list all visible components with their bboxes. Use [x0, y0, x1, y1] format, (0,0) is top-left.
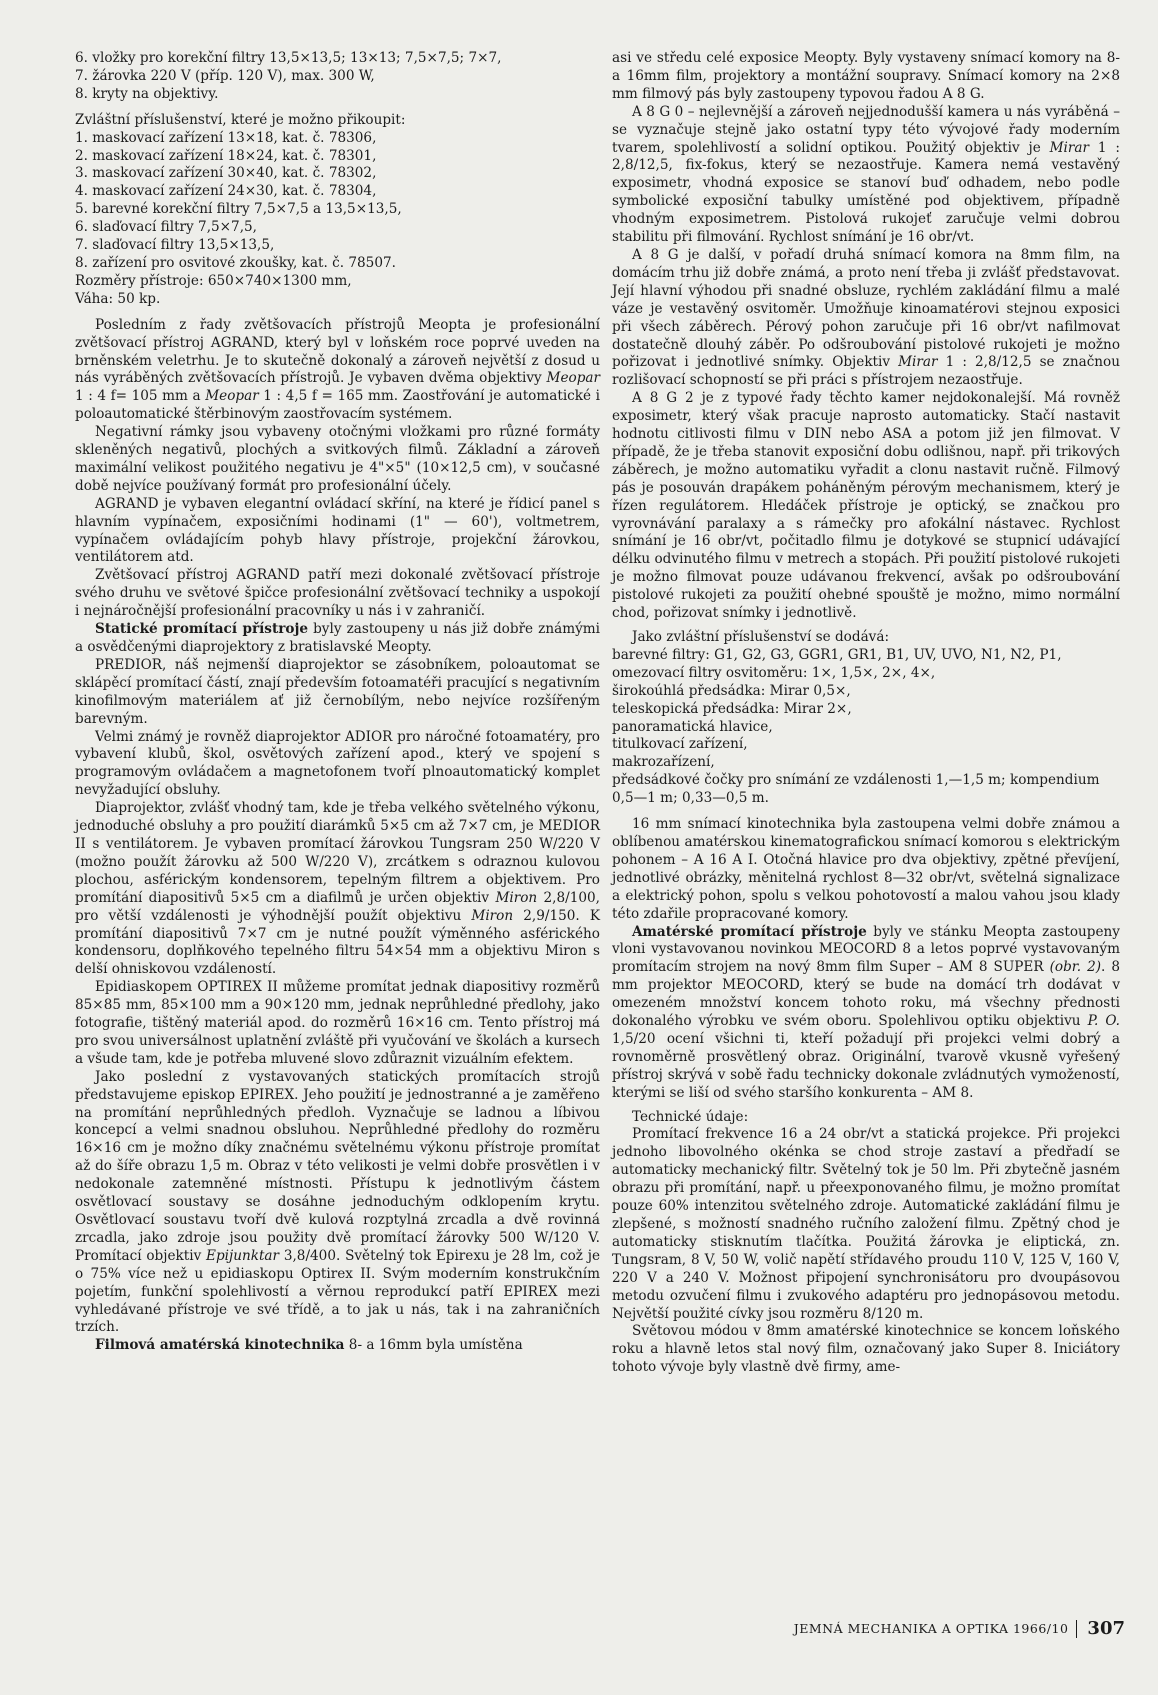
paragraph-16mm: 16 mm snímací kinotechnika byla zastoupena velmi dobře známou a oblíbenou amatérskou kinematografickou snímací komorou s elektrickým pohonem – A 16 A I. Otočná hlavice pro dva objektivy, zpětné převíjení, jednotlivé obrázky, měnitelná rychlost 8—32 obr/vt, světelná signalizace a elektrický pohon, spolu s velkou pohotovostí a malou vahou jsou klady této zdařile propracované komory.	[612, 816, 1120, 922]
page-number: 307	[1087, 1618, 1125, 1639]
list-item: 6. slaďovací filtry 7,5×7,5,	[75, 219, 257, 236]
paragraph-technical-data: Promítací frekvence 16 a 24 obr/vt a statická projekce. Při projekci jednoho libovolného okénka se chod stroje zastaví a předřadí se automaticky mechanický filtr. Světelný tok je 50 lm. Při zbytečně jasném obrazu při promítání, např. u přeexponovaného filmu, je možno promítat pouze 60% intenzitou světelného zdroje. Automatické zakládání filmu je zlepšené, s možností snadného ručního založení filmu. Zpětný chod je automaticky stisknutím tlačítka. Použitá žárovka je eliptická, zn. Tungsram, 8 V, 50 W, volič napětí střídavého proudu 110 V, 125 V, 160 V, 220 V a 240 V. Možnost připojení synchronisátoru pro dvoupásovou metodu ozvučení filmu i zvukového adaptéru pro jednopásovou metodu. Největší použité cívky jsou rozměru 8/120 m.	[612, 1126, 1120, 1322]
list-item: 8. zařízení pro osvitové zkoušky, kat. č. 78507.	[75, 254, 396, 271]
accessories-list	[612, 647, 1120, 808]
paragraph-medior: Diaprojektor, zvlášť vhodný tam, kde je třeba velkého světelného výkonu, jednoduché obsluhy a pro použití diarámků 5×5 cm až 7×7 cm, je MEDIOR II s ventilátorem. Je vybaven promítací žárovkou Tungsram 250 W/220 V (možno použít žárovku až 500 W/220 V), zrcátkem s odraznou kulovou plochou, asférickým kondensorem, tepelným filtrem a objektivem. Pro promítání diapositivů 5×5 cm a diafilmů je určen objektiv Miron 2,8/100, pro větší vzdálenosti je výhodnější použít objektivu Miron 2,9/150. K promítání diapositivů 7×7 cm je nutné použít výměnného asférického kondensoru, doplňkového tepelného filtru 54×54 mm a objektivu Miron s delší ohniskovou vzdáleností.	[75, 800, 601, 978]
list-item: 7. žárovka 220 V (příp. 120 V), max. 300 W,	[75, 67, 375, 84]
list-item: barevné filtry: G1, G2, G3, GGR1, GR1, B1, UV, UVO, N1, N2, P1,	[612, 646, 1062, 663]
list-item: 5. barevné korekční filtry 7,5×7,5 a 13,5×13,5,	[75, 201, 402, 218]
list-item: 8. kryty na objektivy.	[75, 85, 219, 102]
paragraph-agrand-frames: Negativní rámky jsou vybaveny otočnými vložkami pro různé formáty skleněných negativů, plochých a svitkových filmů. Základní a zároveň maximální velikost použitého negativu je 4"×5" (10×12,5 cm), v současné době nejvíce používaný formát pro profesionální účely.	[75, 424, 600, 494]
paragraph-continuation: asi ve středu celé exposice Meopty. Byly vystaveny snímací komory na 8- a 16mm film, projektory a montážní soupravy. Snímací komory na 2×8 mm filmový pás byly zastoupeny typovou řadou A 8 G.	[612, 50, 1120, 102]
paragraph-agrand-controls: AGRAND je vybaven elegantní ovládací skříní, na které je řídicí panel s hlavním vypínačem, exposičními hodinami (1" — 60'), voltmetrem, vypínačem ovládajícím pohyb hlavy přístroje, projekční žárovkou, ventilátorem atd.	[75, 495, 600, 566]
paragraph-meocord: Amatérské promítací přístroje byly ve stánku Meopta zastoupeny vloni vystavovanou novinkou MEOCORD 8 a letos poprvé vystavovaným promítacím strojem na nový 8mm film Super – AM 8 SUPER (obr. 2). 8 mm projektor MEOCORD, který se bude na domácí trh dodávat v omezeném množství koncem tohoto roku, má všechny přednosti dokonalého výrobku ve svém oboru. Spolehlivou optiku objektivu P. O. 1,5/20 ocení všichni ti, kteří požadují při projekci velmi dobrý a rovnoměrně prosvětlený obraz. Originální, tvarově vkusně vyřešený přístroj skrývá v sobě řadu technicky dokonale zvládnutých vymožeností, kterými se liší od svého staršího konkurenta – AM 8.	[612, 923, 1120, 1101]
page-footer	[780, 1618, 1125, 1639]
list-item: teleskopická předsádka: Mirar 2×,	[612, 700, 852, 717]
accessories-heading: Zvláštní příslušenství, které je možno přikoupit:	[75, 111, 406, 128]
journal-name: JEMNÁ MECHANIKA A OPTIKA 1966/10	[793, 1621, 1069, 1636]
paragraph-super8: Světovou módou v 8mm amatérské kinotechnice se koncem loňského roku a hlavně letos stal nový film, označovaný jako Super 8. Iniciátory tohoto vývoje byly vlastně dvě firmy, ame-	[612, 1323, 1120, 1376]
list-item: předsádkové čočky pro snímání ze vzdálenosti 1,—1,5 m; kompendium 0,5—1 m; 0,33—0,5 m.	[612, 772, 1100, 807]
paragraph-agrand-summary: Zvětšovací přístroj AGRAND patří mezi dokonalé zvětšovací přístroje svého druhu ve světové špičce profesionální zvětšovací techniky a uspokojí i nejnáročnější profesionální pracovníky u nás i v zahraničí.	[75, 567, 600, 620]
list-item: širokoúhlá předsádka: Mirar 0,5×,	[612, 682, 851, 699]
weight-line: Váha: 50 kp.	[75, 290, 161, 307]
list-item: makrozařízení,	[612, 754, 715, 771]
right-column	[612, 50, 1120, 1377]
left-column	[75, 50, 600, 1355]
accessories-heading: Jako zvláštní příslušenství se dodává:	[632, 629, 890, 645]
paragraph-a8g: A 8 G je další, v pořadí druhá snímací komora na 8mm film, na domácím trhu již dobře známá, a proto není třeba ji zvlášť představovat. Její hlavní výhodou při snadné obsluze, rychlém zakládání filmu a malé váze je vestavěný osvitoměr. Umožňuje kinoamatérovi stejnou exposici při všech záběrech. Pérový pohon zaručuje při 16 obr/vt nafilmovat dostatečně dlouhý záběr. Po odšroubování pistolové rukojeti je možno pořizovat i jednotlivé snímky. Objektiv Mirar 1 : 2,8/12,5 se značnou rozlišovací schopností se při práci s přístrojem nezaostřuje.	[612, 246, 1121, 389]
paragraph-adior: Velmi známý je rovněž diaprojektor ADIOR pro náročné fotoamatéry, pro vybavení klubů, škol, osvětových zařízení apod., který ve spojení s programovým ovládačem a magnetofonem tvoří plnoautomatický komplet nevyžadující obsluhy.	[75, 728, 600, 799]
list-item: 7. slaďovací filtry 13,5×13,5,	[75, 237, 275, 254]
technical-heading: Technické údaje:	[632, 1108, 749, 1125]
paragraph-optirex: Epidiaskopem OPTIREX II můžeme promítat jednak diapositivy rozměrů 85×85 mm, 85×100 mm a 90×120 mm, jednak neprůhledné předlohy, jako fotografie, tištěný materiál apod. do rozměrů 16×16 cm. Tento přístroj má pro svou universálnost uplatnění zvláště při vyučování ve školách a kursech a všude tam, kde je potřeba mluvené slovo zdůraznit vizuálním efektem.	[75, 979, 600, 1067]
accessories-list	[75, 130, 600, 273]
list-item: panoramatická hlavice,	[612, 718, 773, 735]
footer-divider	[1076, 1620, 1077, 1638]
paragraph-epirex: Jako poslední z vystavovaných statických promítacích strojů představujeme episkop EPIREX. Jeho použití je jednostranné a je zaměřeno na promítání neprůhledných předloh. Vyznačuje se ladnou a líbivou koncepcí a velmi snadnou obsluhou. Neprůhledné předlohy do rozměru 16×16 cm je možno díky značnému světelnému výkonu přístroje promítat až do šíře obrazu 1,5 m. Obraz v této velikosti je velmi dobře prosvětlen i v nedokonale zatemněné místnosti. Přístupu k jednotlivým částem osvětlovací soustavy se dosáhne jednoduchým odklopením krytu. Osvětlovací soustavu tvoří dvě kulová rozptylná zrcadla a dvě rovinná zrcadla, jako zdroje jsou použity dvě promítací žárovky 500 W/120 V. Promítací objektiv Epijunktar 3,8/400. Světelný tok Epirexu je 28 lm, což je o 75% více než u epidiaskopu Optirex II. Svým moderním konstrukčním pojetím, funkční spolehlivostí a věrnou reprodukcí patří EPIREX mezi vyhledávané přístroje ve své třídě, a to jak u nás, tak i na zahraničních trzích.	[75, 1068, 600, 1336]
paragraph-predior: PREDIOR, náš nejmenší diaprojektor se zásobníkem, poloautomat se sklápěcí promítací částí, znají především fotoamatéři pracující s negativním kinofilmovým materiálem ať již černobílým, nebo nejvíce rozšířeným barevným.	[75, 656, 600, 727]
list-item: 4. maskovací zařízení 24×30, kat. č. 78304,	[75, 183, 377, 200]
list-item: 1. maskovací zařízení 13×18, kat. č. 78306,	[75, 129, 377, 146]
equipment-list	[75, 50, 600, 104]
paragraph-static-projectors: Statické promítací přístroje byly zastoupeny u nás již dobře známými a osvědčenými diaprojektory z bratislavské Meopty.	[75, 621, 601, 655]
list-item: omezovací filtry osvitoměru: 1×, 1,5×, 2×, 4×,	[612, 664, 936, 681]
paragraph-a8g0: A 8 G 0 – nejlevnější a zároveň nejjednodušší kamera u nás vyráběná – se vyznačuje stejně jako ostatní typy této vývojové řady moderním tvarem, spolehlivostí a solidní optikou. Použitý objektiv je Mirar 1 : 2,8/12,5, fix-fokus, který se nezaostřuje. Kamera nemá vestavěný exposimetr, vhodná exposice se stanoví buď odhadem, nebo podle symbolické exposiční tabulky umístěné pod objektivem, případně vhodným exposimetrem. Pistolová rukojeť zaručuje velmi dobrou stabilitu při filmování. Rychlost snímání je 16 obr/vt.	[612, 103, 1120, 246]
list-item: 3. maskovací zařízení 30×40, kat. č. 78302,	[75, 165, 377, 182]
list-item: 6. vložky pro korekční filtry 13,5×13,5; 13×13; 7,5×7,5; 7×7,	[75, 50, 502, 66]
list-item: titulkovací zařízení,	[612, 736, 748, 753]
paragraph-film-kinotechnika: Filmová amatérská kinotechnika 8- a 16mm byla umístěna	[95, 1337, 523, 1354]
paragraph-agrand-intro: Posledním z řady zvětšovacích přístrojů Meopta je profesionální zvětšovací přístroj AGRAND, který byl v loňském roce poprvé uveden na brněnském veletrhu. Je to skutečně dokonalý a zároveň největší z dosud u nás vyráběných zvětšovacích přístrojů. Je vybaven dvěma objektivy Meopar 1 : 4 f= 105 mm a Meopar 1 : 4,5 f = 165 mm. Zaostřování je automatické i poloautomatické štěrbinovým zaostřovacím systémem.	[75, 316, 600, 423]
list-item: 2. maskovací zařízení 18×24, kat. č. 78301,	[75, 147, 377, 164]
dimensions-line: Rozměry přístroje: 650×740×1300 mm,	[75, 272, 352, 289]
paragraph-a8g2: A 8 G 2 je z typové řady těchto kamer nejdokonalejší. Má rovněž exposimetr, který však pracuje naprosto automaticky. Stačí nastavit hodnotu citlivosti filmu v DIN nebo ASA a potom již jen filmovat. V případě, že je třeba stanovit exposiční dobu odlišnou, např. při trikových záběrech, je možno automatiku vyřadit a clonu nastavit ručně. Filmový pás je posouván drapákem poháněným pérovým mechanismem, který je řízen regulátorem. Hledáček přístroje je optický, se značkou pro vyrovnávání paralaxy a s rámečky pro afokální nástavec. Rychlost snímání je 16 obr/vt, počitadlo filmu je dotykové se stupnicí udávající délku odvinutého filmu v metrech a stopách. Při použití pistolové rukojeti je možno filmovat pouze udávanou frekvencí, avšak po odšroubování pistolové rukojeti za použití ohebné spouště je možno, mimo normální chod, pořizovat snímky i jednotlivě.	[612, 390, 1120, 622]
